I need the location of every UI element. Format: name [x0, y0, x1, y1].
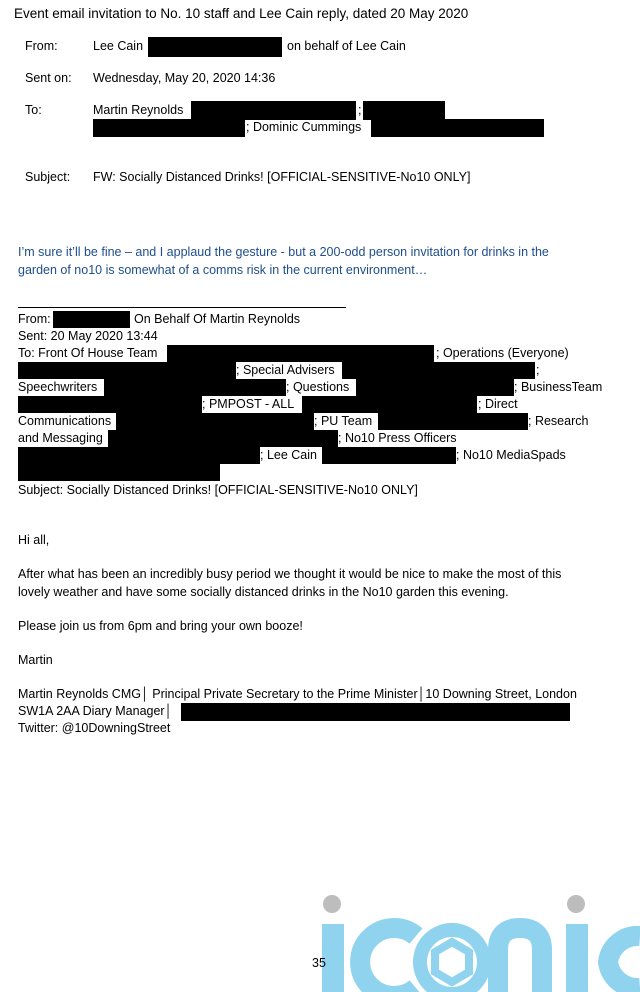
- redaction-bar: [116, 413, 314, 430]
- fwd-spads: ; Special Advisers: [236, 363, 335, 377]
- fwd-pmpost: ; PMPOST - ALL: [202, 397, 295, 411]
- fwd-mediaspads: ; No10 MediaSpads: [456, 448, 566, 462]
- fwd-research: ; Research: [528, 414, 589, 428]
- body-paragraph-2: Please join us from 6pm and bring your own booze!: [18, 619, 303, 633]
- signoff: Martin: [18, 653, 53, 667]
- fwd-to: To: Front Of House Team: [18, 346, 158, 360]
- reply-message-line-1: I’m sure it’ll be fine – and I applaud the gesture - but a 200-odd person invitation for drinks in the: [18, 245, 549, 259]
- fwd-questions: ; Questions: [286, 380, 350, 394]
- subject-label: Subject:: [25, 170, 71, 184]
- body-paragraph-1-line-1: After what has been an incredibly busy period we thought it would be nice to make the most of this: [18, 567, 562, 581]
- redaction-bar: [18, 362, 236, 379]
- reply-message-line-2: garden of no10 is somewhat of a comms risk in the current environment…: [18, 263, 428, 277]
- to-name-2: ; Dominic Cummings: [246, 120, 362, 134]
- fwd-communications: Communications: [18, 414, 112, 428]
- divider: [18, 307, 346, 308]
- redaction-bar: [356, 379, 514, 396]
- fwd-direct: ; Direct: [478, 397, 518, 411]
- fwd-from-label: From:: [18, 312, 51, 326]
- page-number: 35: [312, 956, 326, 970]
- fwd-businessteam: ; BusinessTeam: [514, 380, 603, 394]
- redaction-bar: [148, 37, 282, 57]
- fwd-speechwriters: Speechwriters: [18, 380, 98, 394]
- body-paragraph-1-line-2: lovely weather and have some socially distanced drinks in the No10 garden this evening.: [18, 585, 509, 599]
- redaction-bar: [371, 119, 544, 137]
- page-caption: Event email invitation to No. 10 staff and Lee Cain reply, dated 20 May 2020: [14, 6, 469, 21]
- to-separator: ;: [358, 103, 362, 117]
- fwd-subject: Subject: Socially Distanced Drinks! [OFFICIAL-SENSITIVE-No10 ONLY]: [18, 483, 418, 497]
- redaction-bar: [18, 464, 220, 481]
- sent-label: Sent on:: [25, 71, 72, 85]
- redaction-bar: [93, 119, 245, 137]
- from-label: From:: [25, 39, 58, 53]
- fwd-leecain: ; Lee Cain: [260, 448, 317, 462]
- redaction-bar: [53, 311, 130, 328]
- redaction-bar: [18, 396, 202, 413]
- redaction-bar: [18, 447, 260, 464]
- signature-line-3: Twitter: @10DowningStreet: [18, 721, 171, 735]
- redaction-bar: [378, 413, 528, 430]
- fwd-from-suffix: On Behalf Of Martin Reynolds: [134, 312, 301, 326]
- greeting: Hi all,: [18, 533, 50, 547]
- subject-value: FW: Socially Distanced Drinks! [OFFICIAL-SENSITIVE-No10 ONLY]: [93, 170, 471, 184]
- iconic-watermark-logo: [312, 880, 640, 992]
- fwd-ops: ; Operations (Everyone): [436, 346, 569, 360]
- fwd-press: ; No10 Press Officers: [338, 431, 457, 445]
- signature-line-2: SW1A 2AA Diary Manager│: [18, 704, 173, 718]
- redaction-bar: [342, 362, 535, 379]
- redaction-bar: [302, 396, 477, 413]
- redaction-bar: [322, 447, 456, 464]
- fwd-and-messaging: and Messaging: [18, 431, 103, 445]
- to-label: To:: [25, 103, 42, 117]
- redaction-bar: [104, 379, 286, 396]
- sent-value: Wednesday, May 20, 2020 14:36: [93, 71, 276, 85]
- redaction-bar: [108, 430, 338, 447]
- redaction-bar: [181, 703, 570, 721]
- fwd-sent: Sent: 20 May 2020 13:44: [18, 329, 158, 343]
- fwd-puteam: ; PU Team: [314, 414, 373, 428]
- signature-line-1: Martin Reynolds CMG│ Principal Private Secretary to the Prime Minister│10 Downing Street, London: [18, 687, 577, 701]
- redaction-bar: [363, 101, 445, 120]
- redaction-bar: [167, 345, 434, 362]
- to-name-1: Martin Reynolds: [93, 103, 184, 117]
- from-suffix: on behalf of Lee Cain: [287, 39, 406, 53]
- from-name: Lee Cain: [93, 39, 144, 53]
- fwd-semicolon: ;: [536, 363, 540, 377]
- redaction-bar: [191, 101, 356, 120]
